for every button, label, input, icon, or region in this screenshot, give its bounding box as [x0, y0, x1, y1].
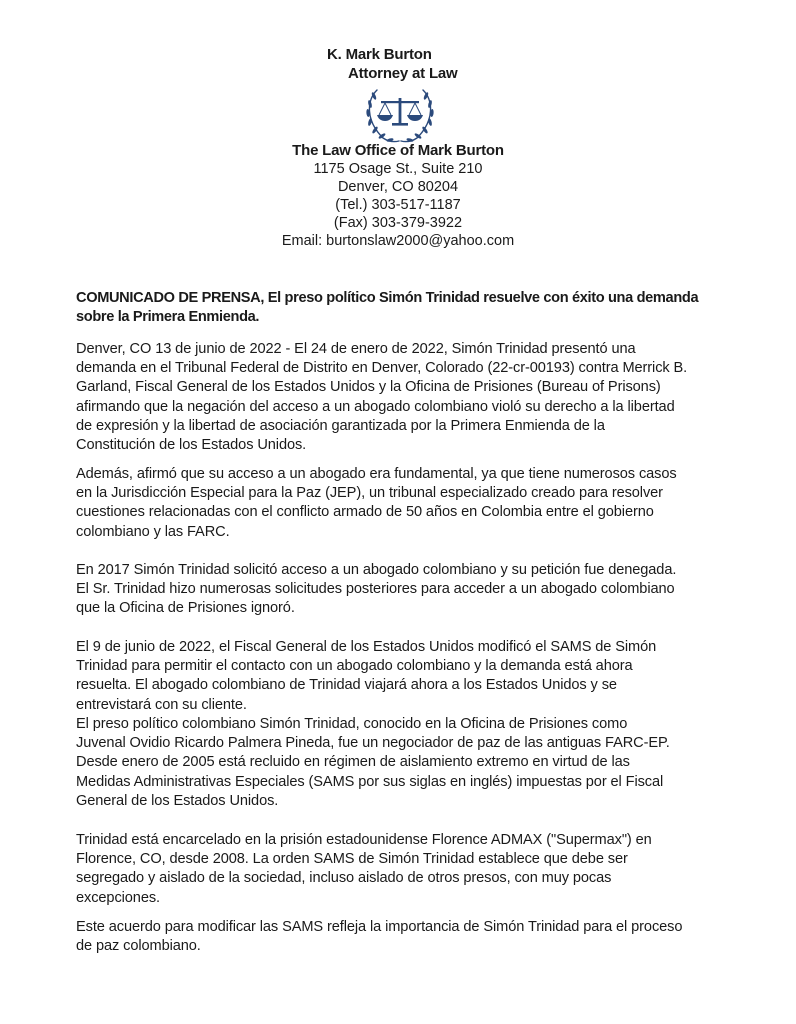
- paragraph-line: General de los Estados Unidos.: [76, 792, 279, 809]
- paragraph-line: Denver, CO 13 de junio de 2022 - El 24 de enero de 2022, Simón Trinidad presentó una: [76, 341, 636, 357]
- attorney-title: Attorney at Law: [348, 65, 458, 82]
- paragraph-line: Desde enero de 2005 está recluido en régimen de aislamiento extremo en virtud de las: [76, 754, 630, 771]
- paragraph-line: Este acuerdo para modificar las SAMS refleja la importancia de Simón Trinidad para el proceso: [76, 919, 683, 935]
- paragraph-line: El Sr. Trinidad hizo numerosas solicitudes posteriores para acceder a un abogado colombiano: [76, 581, 675, 598]
- paragraph-line: El preso político colombiano Simón Trinidad, conocido en la Oficina de Prisiones como: [76, 716, 628, 732]
- paragraph-line: que la Oficina de Prisiones ignoró.: [76, 600, 295, 617]
- paragraph-line: Trinidad para permitir el contacto con un abogado colombiano y la demanda está ahora: [76, 658, 633, 675]
- paragraph-line: demanda en el Tribunal Federal de Distrito en Denver, Colorado (22-cr-00193) contra Merrick B.: [76, 360, 688, 377]
- paragraph-line: Constitución de los Estados Unidos.: [76, 437, 307, 454]
- press-release-headline: [76, 289, 756, 327]
- address-line-2: Denver, CO 80204: [337, 179, 459, 195]
- paragraph-jep-cases: [76, 465, 766, 542]
- paragraph-line: En 2017 Simón Trinidad solicitó acceso a un abogado colombiano y su petición fue denegada.: [76, 562, 677, 578]
- paragraph-line: afirmando que la negación del acceso a un abogado colombiano violó su derecho a la libertad: [76, 398, 675, 415]
- email-address: Email: burtonslaw2000@yahoo.com: [281, 233, 515, 249]
- paragraph-line: de paz colombiano.: [76, 938, 201, 955]
- paragraph-line: El 9 de junio de 2022, el Fiscal General de los Estados Unidos modificó el SAMS de Simón: [76, 639, 657, 655]
- headline-line: COMUNICADO DE PRENSA, El preso político Simón Trinidad resuelve con éxito una demanda: [76, 290, 699, 306]
- headline-line: sobre la Primera Enmienda.: [76, 309, 260, 325]
- paragraph-line: cuestiones relacionadas con el conflicto armado de 50 años en Colombia entre el gobierno: [76, 504, 654, 521]
- paragraph-supermax: [76, 831, 766, 908]
- paragraph-line: entrevistará con su cliente.: [76, 696, 247, 713]
- paragraph-line: Juvenal Ovidio Ricardo Palmera Pineda, fue un negociador de paz de las antiguas FARC-EP.: [76, 735, 670, 752]
- paragraph-line: Además, afirmó que su acceso a un abogado era fundamental, ya que tiene numerosos casos: [76, 466, 677, 482]
- paragraph-line: Trinidad está encarcelado en la prisión estadounidense Florence ADMAX ("Supermax") en: [76, 832, 652, 848]
- paragraph-line: en la Jurisdicción Especial para la Paz (JEP), un tribunal especializado creado para resolver: [76, 485, 663, 502]
- paragraph-sams-modified: [76, 638, 766, 715]
- paragraph-line: de expresión y la libertad de asociación garantizada por la Primera Enmienda de la: [76, 417, 605, 434]
- paragraph-line: Garland, Fiscal General de los Estados Unidos y la Oficina de Prisiones (Bureau of Prisons): [76, 379, 661, 396]
- attorney-name: K. Mark Burton: [327, 46, 432, 63]
- paragraph-lawsuit-filed: [76, 340, 766, 455]
- paragraph-line: segregado y aislado de la sociedad, incluso aislado de otros presos, con muy pocas: [76, 870, 612, 887]
- fax-number: (Fax) 303-379-3922: [333, 215, 463, 231]
- paragraph-agreement-importance: [76, 918, 766, 956]
- paragraph-political-prisoner: [76, 715, 766, 811]
- paragraph-line: excepciones.: [76, 889, 160, 906]
- paragraph-2017-request: [76, 561, 766, 619]
- paragraph-line: Florence, CO, desde 2008. La orden SAMS de Simón Trinidad establece que debe ser: [76, 851, 628, 868]
- phone-number: (Tel.) 303-517-1187: [335, 197, 461, 213]
- office-name: The Law Office of Mark Burton: [292, 142, 504, 159]
- paragraph-line: Medidas Administrativas Especiales (SAMS por sus siglas en inglés) impuestas por el Fiscal: [76, 773, 664, 790]
- paragraph-line: resuelta. El abogado colombiano de Trinidad viajará ahora a los Estados Unidos y se: [76, 677, 617, 694]
- scales-of-justice-laurel-icon: [359, 86, 441, 144]
- paragraph-line: colombiano y las FARC.: [76, 523, 230, 540]
- address-line-1: 1175 Osage St., Suite 210: [313, 161, 483, 177]
